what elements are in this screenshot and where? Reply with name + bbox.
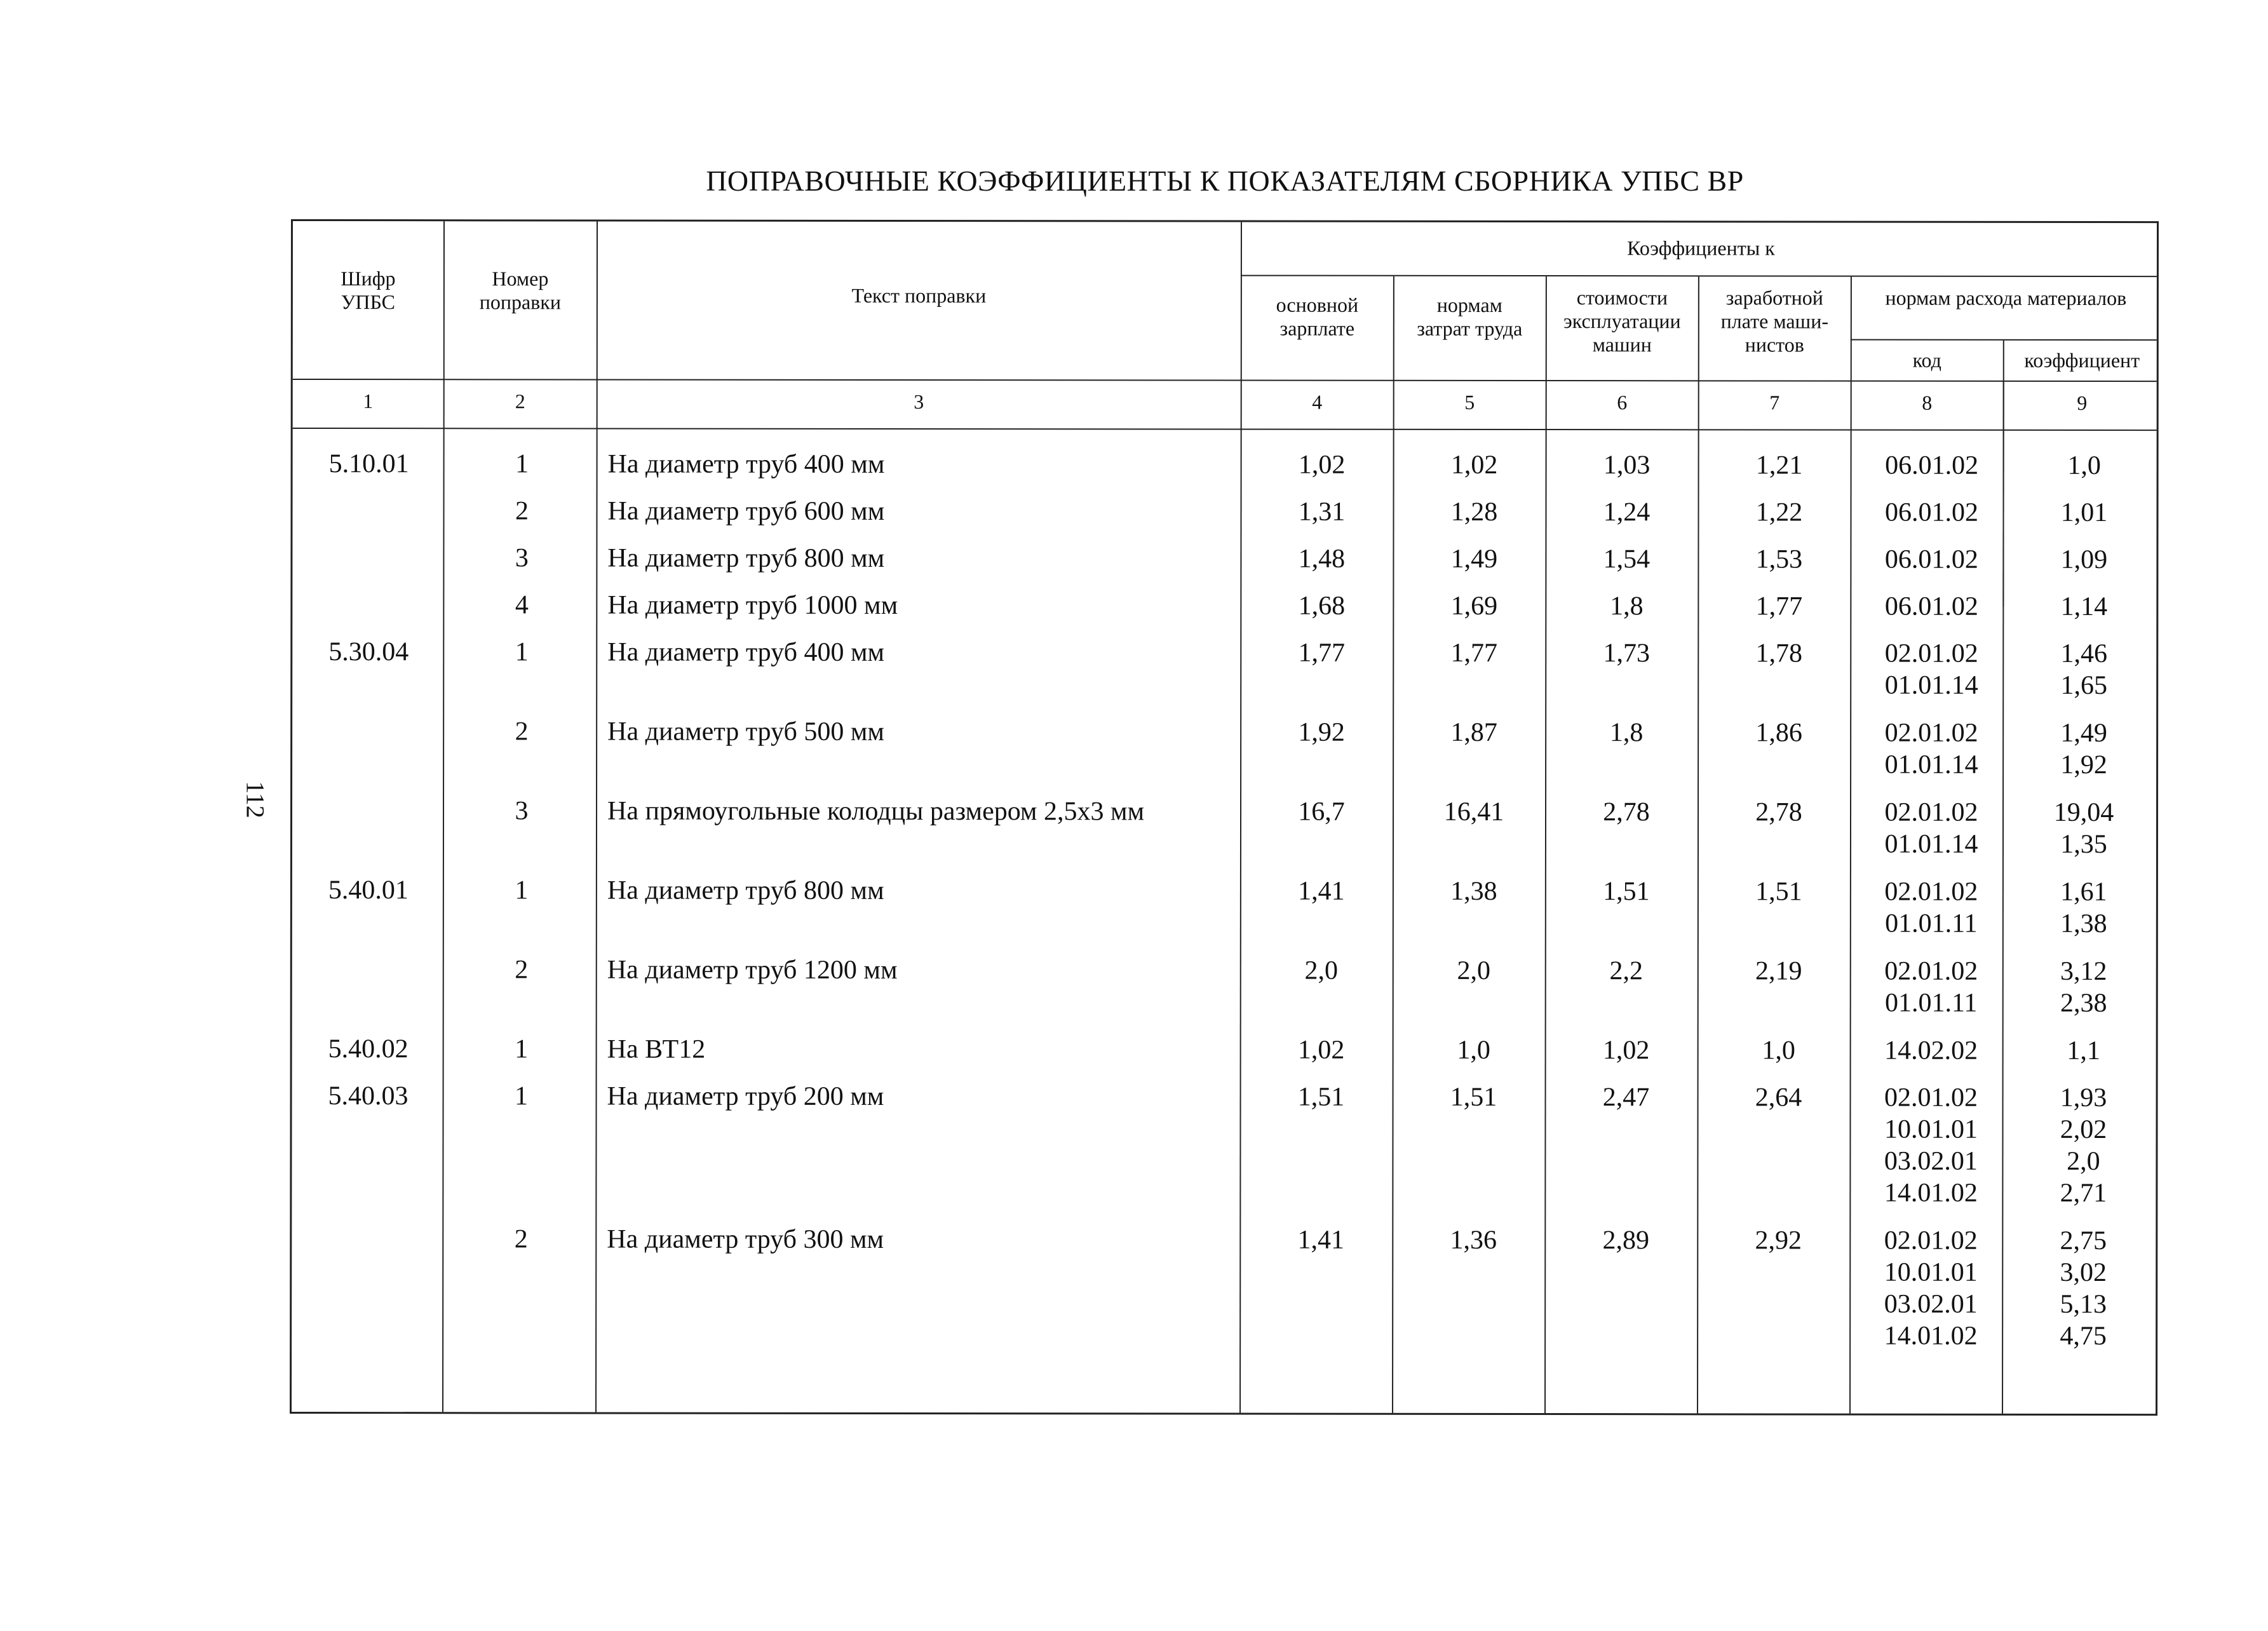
cell-text: На диаметр труб 1000 мм: [607, 590, 898, 621]
material-coefficient: 4,75: [2060, 1321, 2107, 1351]
material-code: 02.01.02: [1884, 956, 1978, 986]
cell-machine-cost: 1,73: [1603, 639, 1650, 668]
cell-number: 1: [515, 449, 529, 479]
cell-number: 3: [515, 796, 529, 826]
cell-base-salary: 1,31: [1298, 497, 1346, 527]
cell-operator-salary: 2,78: [1755, 797, 1802, 827]
material-code: 10.01.01: [1884, 1114, 1978, 1144]
material-coefficient: 1,01: [2060, 497, 2108, 527]
cell-base-salary: 1,51: [1297, 1082, 1345, 1112]
header-labor-norms: нормам затрат труда: [1417, 293, 1523, 341]
material-code: 02.01.02: [1884, 639, 1978, 668]
material-coefficient: 19,04: [2053, 797, 2114, 828]
table-row: [292, 1080, 2156, 1208]
material-coefficient: 1,65: [2060, 670, 2108, 700]
cell-base-salary: 1,48: [1298, 544, 1346, 574]
cell-operator-salary: 1,0: [1762, 1036, 1795, 1066]
page-number: 112: [241, 781, 270, 818]
header-code: Шифр УПБС: [341, 267, 396, 314]
page-title: ПОПРАВОЧНЫЕ КОЭФФИЦИЕНТЫ К ПОКАЗАТЕЛЯМ СБОРНИКА УПБС ВР: [706, 165, 1744, 197]
table-row: [292, 636, 2156, 700]
cell-text: На прямоугольные колодцы размером 2,5х3 мм: [607, 796, 1145, 827]
cell-mat-coefs: [2007, 1225, 2159, 1352]
cell-machine-cost: 2,89: [1602, 1226, 1650, 1255]
material-code: 14.01.02: [1884, 1178, 1978, 1208]
header-text: Текст поправки: [851, 283, 987, 308]
cell-mat-coefs: [2008, 544, 2160, 576]
cell-mat-coefs: [2008, 450, 2161, 482]
cell-number: 1: [515, 1034, 529, 1064]
table-row: [292, 589, 2156, 621]
material-coefficient: 1,46: [2060, 639, 2108, 668]
cell-text: На диаметр труб 800 мм: [607, 543, 885, 573]
material-coefficient: 1,09: [2060, 545, 2108, 574]
col-number: 3: [914, 390, 924, 414]
cell-mat-coefs: [2008, 638, 2160, 701]
cell-mat-coefs: [2008, 956, 2160, 1019]
cell-labor-norms: 1,02: [1450, 450, 1498, 480]
cell-code: 5.40.02: [328, 1034, 408, 1064]
cell-mat-codes: [1855, 956, 2008, 1019]
cell-labor-norms: 16,41: [1443, 797, 1504, 827]
cell-machine-cost: 2,78: [1603, 797, 1650, 827]
cell-base-salary: 1,68: [1298, 591, 1346, 621]
cell-mat-coefs: [2008, 497, 2160, 529]
cell-text: На диаметр труб 500 мм: [607, 717, 885, 747]
table-row: [292, 1033, 2156, 1066]
col-number: 6: [1617, 391, 1628, 414]
cell-mat-codes: [1855, 638, 2008, 701]
cell-base-salary: 16,7: [1298, 797, 1345, 827]
cell-text: На диаметр труб 800 мм: [607, 876, 884, 905]
cell-mat-coefs: [2008, 717, 2160, 781]
material-code: 01.01.11: [1885, 909, 1978, 938]
col-number: 7: [1769, 391, 1780, 414]
material-coefficient: 5,13: [2060, 1289, 2107, 1319]
header-material-norms: нормам расхода материалов: [1885, 286, 2127, 310]
cell-labor-norms: 1,38: [1450, 876, 1497, 906]
cell-base-salary: 1,92: [1298, 717, 1345, 747]
row-divider: [293, 428, 2157, 431]
cell-number: 1: [515, 1081, 529, 1111]
cell-labor-norms: 1,0: [1457, 1035, 1490, 1065]
cell-number: 2: [515, 717, 529, 747]
cell-code: 5.30.04: [328, 637, 409, 667]
cell-mat-coefs: [2008, 876, 2160, 940]
cell-labor-norms: 1,51: [1450, 1082, 1497, 1112]
material-coefficient: 2,02: [2060, 1114, 2107, 1144]
material-code: 01.01.11: [1884, 988, 1978, 1018]
cell-labor-norms: 1,87: [1450, 717, 1497, 747]
table-row: [292, 795, 2156, 859]
cell-operator-salary: 2,64: [1755, 1083, 1802, 1113]
cell-number: 2: [515, 955, 529, 985]
cell-operator-salary: 2,92: [1755, 1226, 1802, 1255]
cell-machine-cost: 1,54: [1603, 545, 1650, 574]
header-coef-group: Коэффициенты к: [1627, 236, 1775, 260]
col-number: 8: [1922, 391, 1933, 414]
cell-text: На диаметр труб 400 мм: [607, 449, 885, 479]
col-number: 9: [2077, 391, 2088, 414]
cell-base-salary: 1,77: [1298, 638, 1346, 668]
cell-labor-norms: 2,0: [1457, 956, 1491, 985]
row-divider: [1851, 339, 2157, 341]
cell-labor-norms: 1,77: [1450, 638, 1498, 668]
material-coefficient: 1,38: [2060, 909, 2107, 938]
cell-machine-cost: 1,24: [1603, 497, 1650, 527]
cell-operator-salary: 1,78: [1755, 639, 1803, 668]
material-coefficient: 2,71: [2060, 1178, 2107, 1208]
material-code: 02.01.02: [1884, 1083, 1978, 1113]
cell-mat-codes: [1855, 591, 2008, 623]
cell-mat-codes: [1855, 497, 2008, 529]
cell-code: 5.10.01: [328, 449, 409, 479]
cell-operator-salary: 1,21: [1755, 450, 1803, 480]
coefficients-table: [290, 219, 2159, 1416]
cell-base-salary: 1,02: [1298, 450, 1346, 480]
cell-mat-coefs: [2008, 797, 2160, 860]
table-row: [293, 495, 2157, 527]
material-code: 03.02.01: [1884, 1146, 1978, 1176]
material-code: 06.01.02: [1884, 497, 1979, 527]
material-code: 02.01.02: [1884, 718, 1978, 748]
material-code: 01.01.14: [1884, 670, 1978, 700]
cell-operator-salary: 1,77: [1755, 592, 1803, 621]
cell-machine-cost: 1,03: [1603, 450, 1650, 480]
cell-labor-norms: 1,36: [1450, 1225, 1497, 1255]
table-row: [292, 715, 2156, 780]
cell-mat-codes: [1855, 1035, 2008, 1067]
cell-mat-codes: [1855, 876, 2008, 940]
cell-mat-coefs: [2008, 1035, 2160, 1067]
table-row: [292, 874, 2156, 938]
material-code: 14.02.02: [1884, 1036, 1978, 1066]
cell-machine-cost: 1,8: [1610, 592, 1644, 621]
material-code: 02.01.02: [1884, 1226, 1978, 1255]
cell-machine-cost: 1,51: [1603, 877, 1650, 907]
cell-mat-codes: [1855, 544, 2008, 576]
header-operator-salary: заработной плате маши- нистов: [1720, 286, 1829, 356]
material-code: 06.01.02: [1885, 450, 1979, 480]
cell-number: 1: [515, 637, 529, 667]
table-row: [292, 1223, 2156, 1351]
header-machine-cost: стоимости эксплуатации машин: [1563, 286, 1681, 356]
cell-mat-codes: [1855, 797, 2008, 860]
material-coefficient: 1,35: [2060, 829, 2107, 859]
cell-text: На диаметр труб 400 мм: [607, 637, 885, 667]
table-row: [292, 954, 2156, 1018]
row-divider: [293, 379, 2157, 382]
cell-number: 1: [515, 876, 529, 905]
material-code: 03.02.01: [1884, 1289, 1978, 1319]
cell-labor-norms: 1,49: [1450, 544, 1498, 574]
col-number: 1: [363, 389, 374, 413]
material-code: 01.01.14: [1884, 750, 1978, 780]
cell-code: 5.40.01: [328, 876, 408, 905]
cell-machine-cost: 1,02: [1602, 1036, 1650, 1066]
material-coefficient: 1,0: [2067, 450, 2101, 480]
cell-number: 2: [515, 496, 529, 526]
cell-mat-codes: [1854, 1225, 2007, 1352]
cell-base-salary: 2,0: [1304, 956, 1339, 985]
cell-labor-norms: 1,28: [1450, 497, 1498, 527]
header-number: Номер поправки: [479, 267, 561, 314]
cell-machine-cost: 2,2: [1609, 956, 1644, 986]
cell-text: На диаметр труб 300 мм: [607, 1224, 884, 1254]
material-code: 02.01.02: [1884, 797, 1978, 827]
cell-operator-salary: 1,22: [1755, 497, 1803, 527]
cell-text: На диаметр труб 600 мм: [607, 496, 885, 526]
material-code: 01.01.14: [1884, 829, 1978, 859]
cell-base-salary: 1,41: [1298, 876, 1345, 906]
header-base-salary: основной зарплате: [1276, 293, 1359, 340]
material-code: 14.01.02: [1884, 1321, 1978, 1351]
header-mat-code: код: [1912, 348, 1941, 372]
cell-base-salary: 1,41: [1297, 1225, 1345, 1255]
material-coefficient: 1,93: [2060, 1083, 2107, 1113]
cell-number: 3: [515, 543, 529, 573]
material-coefficient: 1,61: [2060, 877, 2107, 907]
material-coefficient: 1,92: [2060, 750, 2107, 780]
cell-operator-salary: 2,19: [1755, 956, 1802, 986]
material-code: 02.01.02: [1884, 877, 1978, 907]
material-coefficient: 3,02: [2060, 1257, 2107, 1287]
col-number: 5: [1464, 390, 1475, 414]
cell-operator-salary: 1,53: [1755, 545, 1803, 574]
cell-labor-norms: 1,69: [1450, 591, 1498, 621]
cell-machine-cost: 2,47: [1602, 1083, 1650, 1113]
table-row: [292, 542, 2156, 574]
material-code: 10.01.01: [1884, 1257, 1978, 1287]
cell-number: 2: [514, 1224, 528, 1254]
header-mat-coef: коэффициент: [2024, 348, 2140, 372]
cell-text: На диаметр труб 200 мм: [607, 1081, 884, 1111]
col-number: 2: [515, 389, 525, 413]
material-coefficient: 2,75: [2060, 1226, 2107, 1255]
cell-mat-codes: [1855, 717, 2008, 781]
cell-operator-salary: 1,51: [1755, 877, 1802, 907]
material-code: 06.01.02: [1884, 592, 1978, 621]
cell-mat-codes: [1854, 1082, 2007, 1209]
material-coefficient: 2,38: [2060, 988, 2107, 1018]
cell-operator-salary: 1,86: [1755, 718, 1802, 748]
cell-machine-cost: 1,8: [1609, 718, 1644, 748]
cell-mat-coefs: [2008, 591, 2160, 623]
material-coefficient: 1,49: [2060, 718, 2107, 748]
cell-code: 5.40.03: [328, 1081, 408, 1111]
cell-base-salary: 1,02: [1297, 1035, 1345, 1065]
material-coefficient: 2,0: [2067, 1146, 2100, 1176]
cell-text: На ВТ12: [607, 1034, 706, 1064]
table-row: [293, 448, 2157, 480]
material-coefficient: 1,1: [2067, 1036, 2100, 1066]
cell-text: На диаметр труб 1200 мм: [607, 955, 898, 985]
cell-mat-codes: [1856, 450, 2008, 482]
material-code: 06.01.02: [1884, 545, 1978, 574]
material-coefficient: 3,12: [2060, 956, 2107, 986]
cell-number: 4: [515, 590, 529, 620]
material-coefficient: 1,14: [2060, 592, 2108, 621]
cell-mat-coefs: [2007, 1082, 2159, 1209]
col-number: 4: [1312, 390, 1323, 414]
